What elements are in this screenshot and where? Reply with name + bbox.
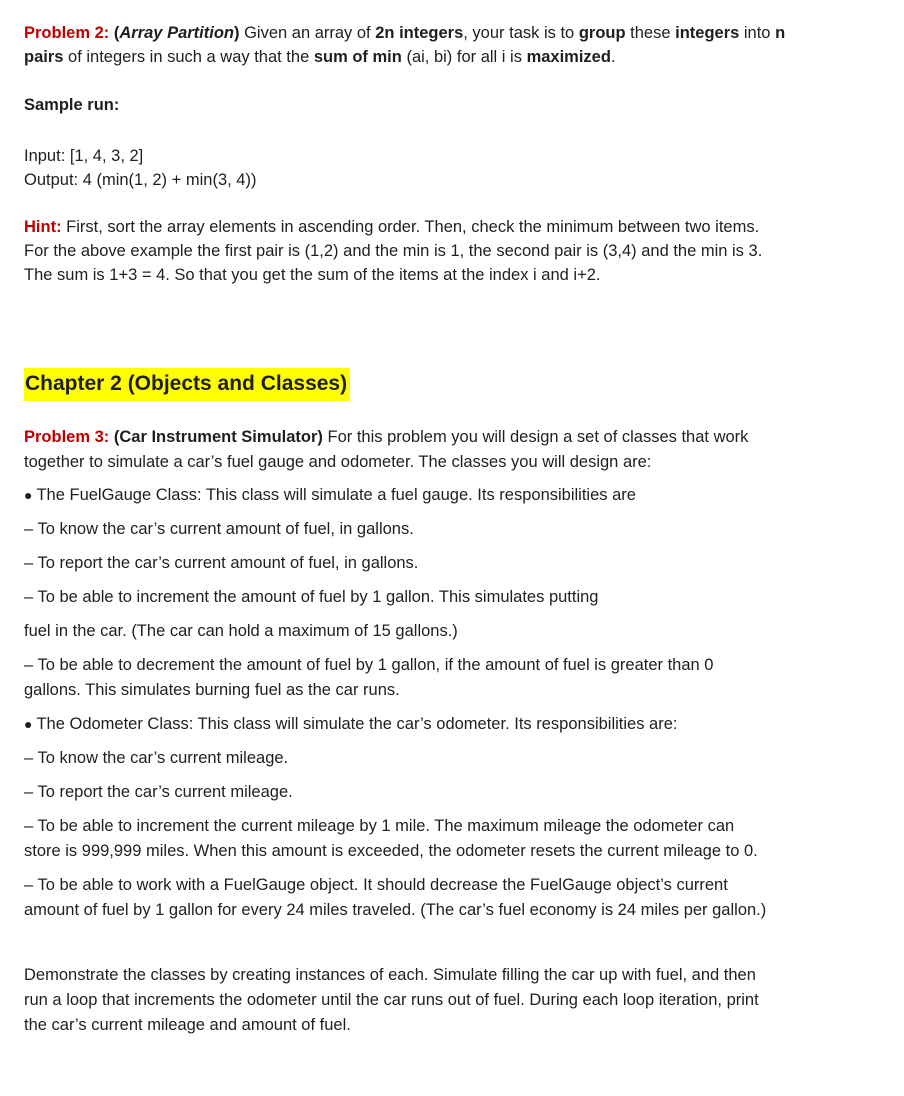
text-run: pairs <box>24 48 64 66</box>
sample-input: Input: [1, 4, 3, 2] <box>24 147 144 165</box>
text-run: Given an array of <box>239 24 376 42</box>
problem2-line-1 <box>24 22 785 44</box>
paren-close: ) <box>234 24 240 42</box>
demo-line-3: the car’s current mileage and amount of fuel. <box>24 1016 351 1034</box>
list-item: – To be able to increment the amount of fuel by 1 gallon. This simulates putting <box>24 588 599 606</box>
demo-line-1: Demonstrate the classes by creating instances of each. Simulate filling the car up with fuel, and then <box>24 966 756 984</box>
text-run: . <box>610 48 616 66</box>
list-item: amount of fuel by 1 gallon for every 24 miles traveled. (The car’s fuel economy is 24 miles per gallon.) <box>24 901 767 919</box>
text-run: these <box>625 24 676 42</box>
bullet-icon: ● <box>24 487 33 503</box>
list-item: – To know the car’s current amount of fuel, in gallons. <box>24 520 414 538</box>
text-run: Sample run: <box>24 96 120 114</box>
list-item: fuel in the car. (The car can hold a maximum of 15 gallons.) <box>24 622 458 640</box>
demo-line-2: run a loop that increments the odometer until the car runs out of fuel. During each loop iteration, print <box>24 991 759 1009</box>
fuelgauge-bullet <box>24 484 636 506</box>
problem2-title: Array Partition <box>119 24 234 42</box>
hint-line-2: For the above example the first pair is (1,2) and the min is 1, the second pair is (3,4) and the min is 3. <box>24 242 763 260</box>
text-run: For this problem you will design a set of classes that work <box>322 428 749 446</box>
text-run: The Odometer Class: This class will simulate the car’s odometer. Its responsibilities are: <box>36 715 678 733</box>
problem2-line-2 <box>24 46 616 68</box>
odometer-bullet <box>24 713 677 735</box>
list-item: – To report the car’s current amount of fuel, in gallons. <box>24 554 419 572</box>
list-item: – To report the car’s current mileage. <box>24 783 293 801</box>
text-run: (ai, bi) for all i is <box>401 48 527 66</box>
text-run: of integers in such a way that the <box>63 48 314 66</box>
hint-line-3: The sum is 1+3 = 4. So that you get the sum of the items at the index i and i+2. <box>24 266 601 284</box>
list-item: store is 999,999 miles. When this amount is exceeded, the odometer resets the current mileage to 0. <box>24 842 758 860</box>
sample-run-heading <box>24 94 119 116</box>
list-item: – To be able to increment the current mileage by 1 mile. The maximum mileage the odometer can <box>24 817 735 835</box>
text-run: group <box>578 24 626 42</box>
hint-label: Hint: <box>24 218 62 236</box>
list-item: – To know the car’s current mileage. <box>24 749 289 767</box>
bullet-icon: ● <box>24 716 33 732</box>
list-item: – To be able to decrement the amount of fuel by 1 gallon, if the amount of fuel is greater than 0 <box>24 656 714 674</box>
text-run: integers <box>675 24 740 42</box>
problem3-title: (Car Instrument Simulator) <box>113 428 323 446</box>
text-run: sum of min <box>313 48 402 66</box>
problem3-line-1 <box>24 426 748 448</box>
text-run: into <box>739 24 776 42</box>
sample-output: Output: 4 (min(1, 2) + min(3, 4)) <box>24 171 257 189</box>
hint-line-1 <box>24 216 759 238</box>
text-run: First, sort the array elements in ascending order. Then, check the minimum between two items. <box>61 218 760 236</box>
list-item: – To be able to work with a FuelGauge object. It should decrease the FuelGauge object’s current <box>24 876 728 894</box>
text-run: n <box>775 24 786 42</box>
text-run: maximized <box>526 48 611 66</box>
problem3-line-2: together to simulate a car’s fuel gauge and odometer. The classes you will design are: <box>24 453 652 471</box>
text-run: , your task is to <box>463 24 579 42</box>
text-run: 2n integers <box>375 24 464 42</box>
problem3-label: Problem 3: <box>24 428 110 446</box>
problem2-label: Problem 2: <box>24 24 110 42</box>
text-run: The FuelGauge Class: This class will simulate a fuel gauge. Its responsibilities are <box>36 486 636 504</box>
chapter-heading: Chapter 2 (Objects and Classes) <box>24 368 350 401</box>
list-item: gallons. This simulates burning fuel as the car runs. <box>24 681 400 699</box>
paren-open: ( <box>113 24 120 42</box>
